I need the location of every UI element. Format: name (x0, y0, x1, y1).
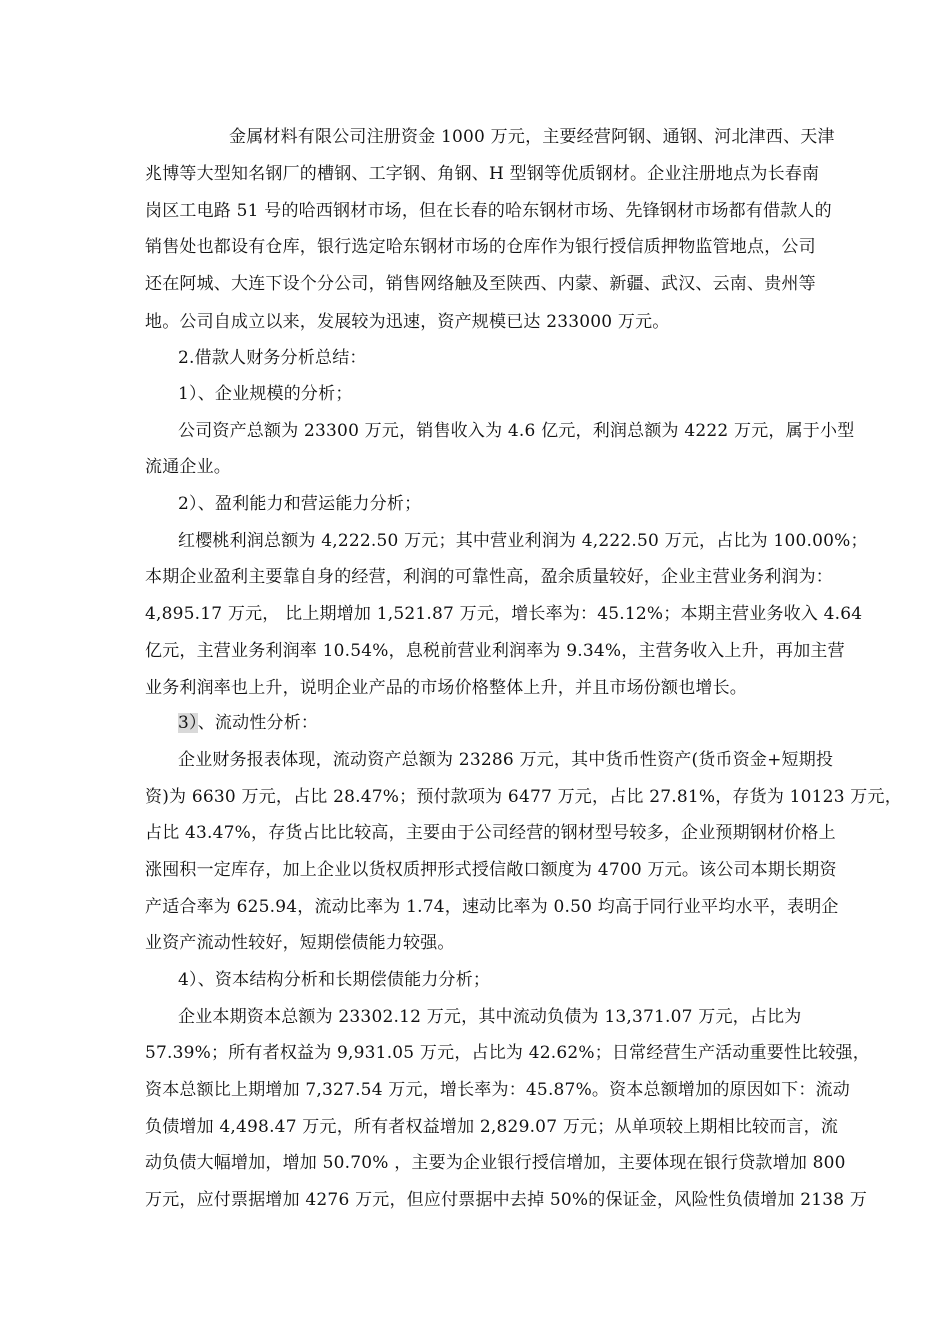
section-heading: 2.借款人财务分析总结： (178, 348, 367, 368)
paragraph-line: 销售处也都设有仓库，银行选定哈东钢材市场的仓库作为银行授信质押物监管地点，公司 (145, 237, 816, 257)
subsection-heading: 1）、企业规模的分析； (178, 384, 353, 404)
highlighted-number: 3） (178, 713, 198, 733)
paragraph-line: 流通企业。 (145, 457, 231, 477)
paragraph-line: 涨囤积一定库存，加上企业以货权质押形式授信敞口额度为 4700 万元。该公司本期长期资 (145, 860, 837, 880)
paragraph-line: 红樱桃利润总额为 4,222.50 万元；其中营业利润为 4,222.50 万元，占比为 100.00%； (178, 531, 868, 551)
paragraph-line: 57.39%；所有者权益为 9,931.05 万元，占比为 42.62%；日常经营生产活动重要性比较强， (145, 1043, 870, 1063)
paragraph-line: 4,895.17 万元， 比上期增加 1,521.87 万元，增长率为：45.12%；本期主营业务收入 4.64 (145, 604, 863, 624)
subsection-heading: 2）、盈利能力和营运能力分析； (178, 494, 422, 514)
paragraph-line: 万元，应付票据增加 4276 万元，但应付票据中去掉 50%的保证金，风险性负债增加 2138 万 (145, 1190, 868, 1210)
paragraph-line: 企业财务报表体现，流动资产总额为 23286 万元，其中货币性资产(货币资金+短期投 (178, 750, 834, 770)
subsection-heading: 4）、资本结构分析和长期偿债能力分析； (178, 970, 491, 990)
paragraph-line: 负债增加 4,498.47 万元，所有者权益增加 2,829.07 万元；从单项较上期相比较而言，流 (145, 1117, 839, 1137)
paragraph-line: 企业本期资本总额为 23302.12 万元，其中流动负债为 13,371.07 万元，占比为 (178, 1007, 802, 1027)
paragraph-line: 地。公司自成立以来，发展较为迅速，资产规模已达 233000 万元。 (145, 312, 670, 332)
paragraph-line: 业务利润率也上升，说明企业产品的市场价格整体上升，并且市场份额也增长。 (145, 678, 747, 698)
subsection-heading-text: 、流动性分析： (197, 713, 319, 733)
paragraph-line: 业资产流动性较好，短期偿债能力较强。 (145, 933, 455, 953)
paragraph-line: 岗区工电路 51 号的哈西钢材市场，但在长春的哈东钢材市场、先锋钢材市场都有借款人的 (145, 201, 832, 221)
paragraph-line: 本期企业盈利主要靠自身的经营，利润的可靠性高，盈余质量较好，企业主营业务利润为： (145, 567, 833, 587)
paragraph-line: 金属材料有限公司注册资金 1000 万元，主要经营阿钢、通钢、河北津西、天津 (229, 127, 835, 147)
paragraph-line: 资)为 6630 万元，占比 28.47%；预付款项为 6477 万元，占比 27.81%，存货为 10123 万元， (145, 787, 902, 807)
paragraph-line: 兆博等大型知名钢厂的槽钢、工字钢、角钢、H 型钢等优质钢材。企业注册地点为长春南 (145, 164, 820, 184)
subsection-heading (178, 706, 318, 740)
paragraph-line: 公司资产总额为 23300 万元，销售收入为 4.6 亿元，利润总额为 4222 万元，属于小型 (178, 421, 855, 441)
paragraph-line: 占比 43.47%，存货占比比较高，主要由于公司经营的钢材型号较多，企业预期钢材价格上 (145, 823, 836, 843)
paragraph-line: 还在阿城、大连下设个分公司，销售网络触及至陕西、内蒙、新疆、武汉、云南、贵州等 (145, 274, 816, 294)
paragraph-line: 资本总额比上期增加 7,327.54 万元，增长率为：45.87%。资本总额增加的原因如下：流动 (145, 1080, 850, 1100)
paragraph-line: 动负债大幅增加，增加 50.70% ，主要为企业银行授信增加，主要体现在银行贷款增加 800 (145, 1153, 846, 1173)
paragraph-line: 产适合率为 625.94，流动比率为 1.74，速动比率为 0.50 均高于同行业平均水平，表明企 (145, 897, 839, 917)
paragraph-line: 亿元，主营业务利润率 10.54%，息税前营业利润率为 9.34%，主营务收入上升，再加主营 (145, 641, 845, 661)
